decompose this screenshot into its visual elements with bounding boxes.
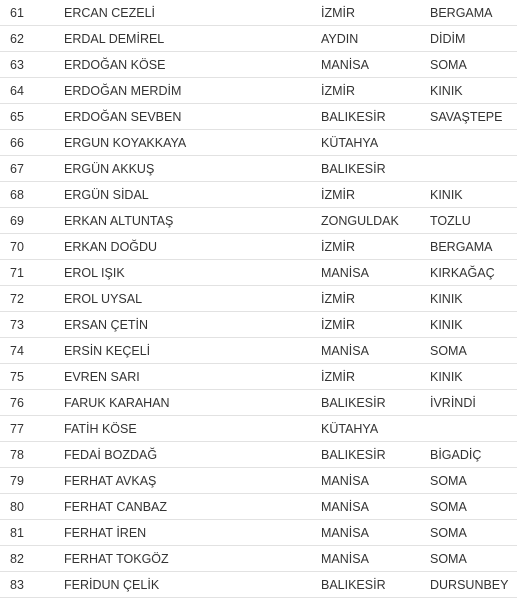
- row-number: 76: [10, 396, 24, 410]
- table-row: [0, 390, 517, 416]
- person-name: FERHAT İREN: [64, 526, 147, 540]
- person-name: ERGÜN AKKUŞ: [64, 162, 155, 176]
- city: İZMİR: [321, 240, 356, 254]
- table-row: [0, 1, 517, 26]
- row-number: 81: [10, 526, 24, 540]
- person-name: ERGÜN SİDAL: [64, 188, 149, 202]
- district: KINIK: [430, 84, 463, 98]
- table-row: [0, 234, 517, 260]
- table-row: [0, 364, 517, 390]
- city: MANİSA: [321, 500, 369, 514]
- district: İVRİNDİ: [430, 396, 476, 410]
- row-number: 62: [10, 32, 24, 46]
- city: KÜTAHYA: [321, 422, 379, 436]
- person-name: ERKAN ALTUNTAŞ: [64, 214, 174, 228]
- city: MANİSA: [321, 58, 369, 72]
- person-name: EROL UYSAL: [64, 292, 143, 306]
- row-number: 72: [10, 292, 24, 306]
- row-number: 61: [10, 6, 24, 20]
- district: SOMA: [430, 552, 467, 566]
- table-row: [0, 520, 517, 546]
- district: SOMA: [430, 526, 467, 540]
- district: KINIK: [430, 292, 463, 306]
- person-name: ERSİN KEÇELİ: [64, 344, 151, 358]
- table-row: [0, 494, 517, 520]
- table-row: [0, 338, 517, 364]
- table-row: [0, 104, 517, 130]
- city: BALIKESİR: [321, 448, 386, 462]
- city: MANİSA: [321, 552, 369, 566]
- city: MANİSA: [321, 526, 369, 540]
- person-name: FERHAT AVKAŞ: [64, 474, 157, 488]
- district: DİDİM: [430, 32, 466, 46]
- table-row: [0, 546, 517, 572]
- row-number: 64: [10, 84, 24, 98]
- district: DURSUNBEY: [430, 578, 509, 592]
- table-row: [0, 156, 517, 182]
- row-number: 70: [10, 240, 24, 254]
- city: BALIKESİR: [321, 578, 386, 592]
- city: İZMİR: [321, 292, 356, 306]
- row-number: 69: [10, 214, 24, 228]
- city: İZMİR: [321, 84, 356, 98]
- district: KIRKAĞAÇ: [430, 266, 495, 280]
- district: SOMA: [430, 344, 467, 358]
- person-name: FEDAİ BOZDAĞ: [64, 448, 158, 462]
- row-number: 66: [10, 136, 24, 150]
- person-name: ERDOĞAN KÖSE: [64, 58, 166, 72]
- city: BALIKESİR: [321, 110, 386, 124]
- person-name: ERKAN DOĞDU: [64, 240, 158, 254]
- district: KINIK: [430, 370, 463, 384]
- row-number: 82: [10, 552, 24, 566]
- row-number: 65: [10, 110, 24, 124]
- district: SAVAŞTEPE: [430, 110, 503, 124]
- person-name: FATİH KÖSE: [64, 422, 137, 436]
- city: MANİSA: [321, 474, 369, 488]
- table-row: [0, 468, 517, 494]
- person-name: FERHAT TOKGÖZ: [64, 552, 169, 566]
- district: TOZLU: [430, 214, 471, 228]
- person-name: FERHAT CANBAZ: [64, 500, 168, 514]
- row-number: 73: [10, 318, 24, 332]
- city: KÜTAHYA: [321, 136, 379, 150]
- row-number: 80: [10, 500, 24, 514]
- table-row: [0, 130, 517, 156]
- district: BİGADİÇ: [430, 448, 482, 462]
- city: İZMİR: [321, 318, 356, 332]
- person-name: FARUK KARAHAN: [64, 396, 170, 410]
- person-name: ERDOĞAN MERDİM: [64, 84, 182, 98]
- district: KINIK: [430, 318, 463, 332]
- city: MANİSA: [321, 266, 369, 280]
- row-number: 63: [10, 58, 24, 72]
- person-name: ERSAN ÇETİN: [64, 318, 149, 332]
- row-number: 77: [10, 422, 24, 436]
- row-number: 71: [10, 266, 24, 280]
- table-row: [0, 78, 517, 104]
- city: İZMİR: [321, 188, 356, 202]
- person-name: EVREN SARI: [64, 370, 140, 384]
- row-number: 78: [10, 448, 24, 462]
- district: SOMA: [430, 474, 467, 488]
- city: AYDIN: [321, 32, 359, 46]
- district: KINIK: [430, 188, 463, 202]
- person-name: ERDAL DEMİREL: [64, 32, 165, 46]
- district: SOMA: [430, 500, 467, 514]
- city: İZMİR: [321, 370, 356, 384]
- table-row: [0, 26, 517, 52]
- district: BERGAMA: [430, 6, 493, 20]
- person-name: ERCAN CEZELİ: [64, 6, 155, 20]
- city: ZONGULDAK: [321, 214, 399, 228]
- city: BALIKESİR: [321, 396, 386, 410]
- table-row: [0, 182, 517, 208]
- table-row: [0, 52, 517, 78]
- table-row: [0, 286, 517, 312]
- district: SOMA: [430, 58, 467, 72]
- table-row: [0, 572, 517, 598]
- person-name: ERDOĞAN SEVBEN: [64, 110, 182, 124]
- person-name: FERİDUN ÇELİK: [64, 578, 160, 592]
- table-row: [0, 312, 517, 338]
- table-row: [0, 442, 517, 468]
- person-name: EROL IŞIK: [64, 266, 125, 280]
- row-number: 68: [10, 188, 24, 202]
- row-number: 79: [10, 474, 24, 488]
- row-number: 75: [10, 370, 24, 384]
- city: MANİSA: [321, 344, 369, 358]
- district: BERGAMA: [430, 240, 493, 254]
- row-number: 67: [10, 162, 24, 176]
- city: İZMİR: [321, 6, 356, 20]
- table-row: [0, 208, 517, 234]
- row-number: 83: [10, 578, 24, 592]
- table-row: [0, 260, 517, 286]
- person-name: ERGUN KOYAKKAYA: [64, 136, 187, 150]
- table-row: [0, 416, 517, 442]
- city: BALIKESİR: [321, 162, 386, 176]
- row-number: 74: [10, 344, 24, 358]
